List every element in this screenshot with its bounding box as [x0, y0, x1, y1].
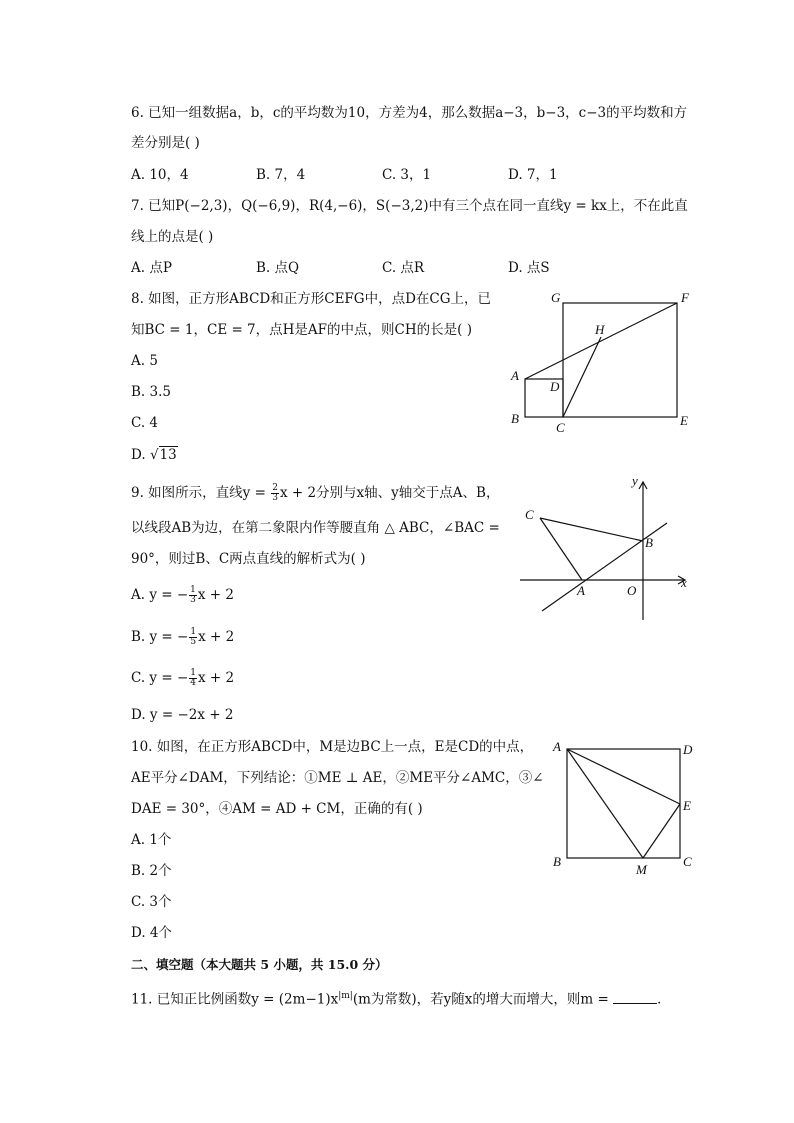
- label-f: F: [681, 290, 689, 305]
- q9-line2: 以线段AB为边，在第二象限内作等腰直角 △ ABC，∠BAC =: [131, 520, 500, 536]
- q7-line1: 7. 已知P(−2,3)，Q(−6,9)，R(4,−6)，S(−3,2)中有三个点在同一直线y = kx上，不在此直: [131, 198, 688, 214]
- q6-line1: 6. 已知一组数据a，b，c的平均数为10，方差为4，那么数据a−3，b−3，c−3的平均数和方: [131, 105, 688, 121]
- label-b: B: [645, 535, 653, 550]
- label-c: C: [556, 420, 565, 435]
- q9-option-b-post: x + 2: [198, 629, 235, 645]
- q6-line2: 差分别是( ): [131, 135, 200, 151]
- q11-end: ．: [657, 991, 671, 1008]
- q9-line1-a: 9. 如图所示，直线y =: [131, 485, 271, 501]
- q9-option-c-pre: C. y = −: [131, 670, 189, 686]
- q10-option-d: D. 4个: [131, 925, 173, 941]
- label-a: A: [577, 583, 585, 598]
- label-m: M: [636, 862, 647, 877]
- q9-option-c-frac: [189, 669, 197, 688]
- q8-line2: 知BC = 1，CE = 7，点H是AF的中点，则CH的长是( ): [131, 322, 472, 338]
- q9-fraction: [271, 484, 279, 503]
- label-b: B: [553, 854, 561, 869]
- q9-option-a-post: x + 2: [197, 587, 235, 603]
- label-h: H: [595, 322, 605, 337]
- q8-option-c: C. 4: [131, 415, 159, 431]
- q7-option-c: C. 点R: [382, 260, 425, 276]
- label-o: O: [627, 583, 637, 598]
- q8-option-d: [131, 446, 178, 464]
- label-c: C: [683, 854, 692, 869]
- q11-pre: 11. 已知正比例函数y = (2m−1)x: [131, 991, 339, 1008]
- segment-me: [643, 804, 680, 858]
- q9-option-b-pre: B. y = −: [131, 629, 189, 645]
- segment-am: [567, 749, 643, 858]
- square-abcd: [567, 749, 680, 858]
- segment-af: [525, 303, 677, 379]
- label-d: D: [550, 379, 560, 394]
- q10-option-c: C. 3个: [131, 894, 172, 910]
- q9-option-a-pre: A. y = −: [131, 587, 189, 603]
- q11-line: [131, 987, 671, 1009]
- q9-option-a-den: 3: [190, 595, 196, 605]
- q9-frac-den: 3: [272, 493, 278, 503]
- label-y: y: [632, 473, 638, 488]
- label-c: C: [525, 507, 534, 522]
- q8-line1: 8. 如图，正方形ABCD和正方形CEFG中，点D在CG上，已: [131, 291, 492, 307]
- q7-line2: 线上的点是( ): [131, 229, 214, 245]
- q8-option-d-label: D.: [131, 447, 150, 463]
- label-a: A: [511, 368, 519, 383]
- q11-exponent: |m|: [338, 991, 353, 1001]
- label-e: E: [680, 413, 688, 428]
- q7-option-d: D. 点S: [508, 260, 550, 276]
- q11-answer-blank[interactable]: [613, 991, 657, 1004]
- q11-post: (m为常数)，若y随x的增大而增大，则m =: [352, 991, 614, 1008]
- q9-option-a-frac: [189, 586, 197, 605]
- q8-option-d-radicand: 13: [159, 447, 177, 463]
- q6-option-b: B. 7，4: [256, 167, 306, 183]
- label-b: B: [511, 411, 519, 426]
- label-d: D: [683, 742, 693, 757]
- q9-line3: 90°，则过B、C两点直线的解析式为( ): [131, 551, 366, 567]
- q9-option-a-num: 1: [190, 585, 196, 595]
- q7-option-b: B. 点Q: [256, 260, 300, 276]
- section-title-fill-blank: 二、填空题（本大题共 5 小题，共 15.0 分）: [131, 957, 388, 972]
- q9-option-b-den: 5: [190, 637, 197, 647]
- label-x: x: [681, 575, 687, 590]
- q9-frac-num: 2: [272, 483, 278, 493]
- q9-line1: [131, 484, 499, 503]
- q9-option-c: [131, 669, 234, 688]
- segment-cb: [540, 518, 643, 541]
- segment-ch: [563, 337, 601, 417]
- q8-option-a: A. 5: [131, 353, 158, 369]
- q7-option-a: A. 点P: [131, 260, 172, 276]
- label-g: G: [551, 290, 561, 305]
- q10-line2: AE平分∠DAM，下列结论：①ME ⊥ AE，②ME平分∠AMC，③∠: [131, 770, 544, 786]
- q9-option-c-num: 1: [190, 668, 196, 678]
- q10-line1: 10. 如图，在正方形ABCD中，M是边BC上一点，E是CD的中点，: [131, 739, 534, 755]
- q9-option-c-post: x + 2: [198, 670, 235, 686]
- q9-option-a: [131, 586, 234, 605]
- q10-option-b: B. 2个: [131, 863, 172, 879]
- q9-option-b-num: 1: [190, 627, 197, 637]
- q10-line3: DAE = 30°，④AM = AD + CM，正确的有( ): [131, 801, 423, 817]
- q9-option-d: D. y = −2x + 2: [131, 707, 234, 723]
- q6-option-d: D. 7，1: [508, 167, 558, 183]
- q6-option-a: A. 10，4: [131, 167, 189, 183]
- segment-ae: [567, 749, 680, 804]
- q10-figure: [545, 735, 705, 880]
- label-a: A: [553, 739, 561, 754]
- q8-option-b: B. 3.5: [131, 384, 171, 400]
- q6-option-c: C. 3，1: [382, 167, 432, 183]
- q9-option-b: [131, 628, 234, 647]
- segment-ca: [540, 518, 582, 580]
- label-e: E: [683, 798, 691, 813]
- square-cefg: [563, 303, 677, 417]
- q9-line1-b: x + 2分别与x轴、y轴交于点A、B，: [279, 485, 500, 501]
- q9-option-c-den: 4: [190, 678, 196, 688]
- q9-option-b-frac: [189, 628, 197, 647]
- q9-figure: [515, 472, 695, 624]
- q8-figure: [505, 290, 705, 435]
- sqrt-symbol: √: [149, 447, 159, 463]
- q10-option-a: A. 1个: [131, 832, 172, 848]
